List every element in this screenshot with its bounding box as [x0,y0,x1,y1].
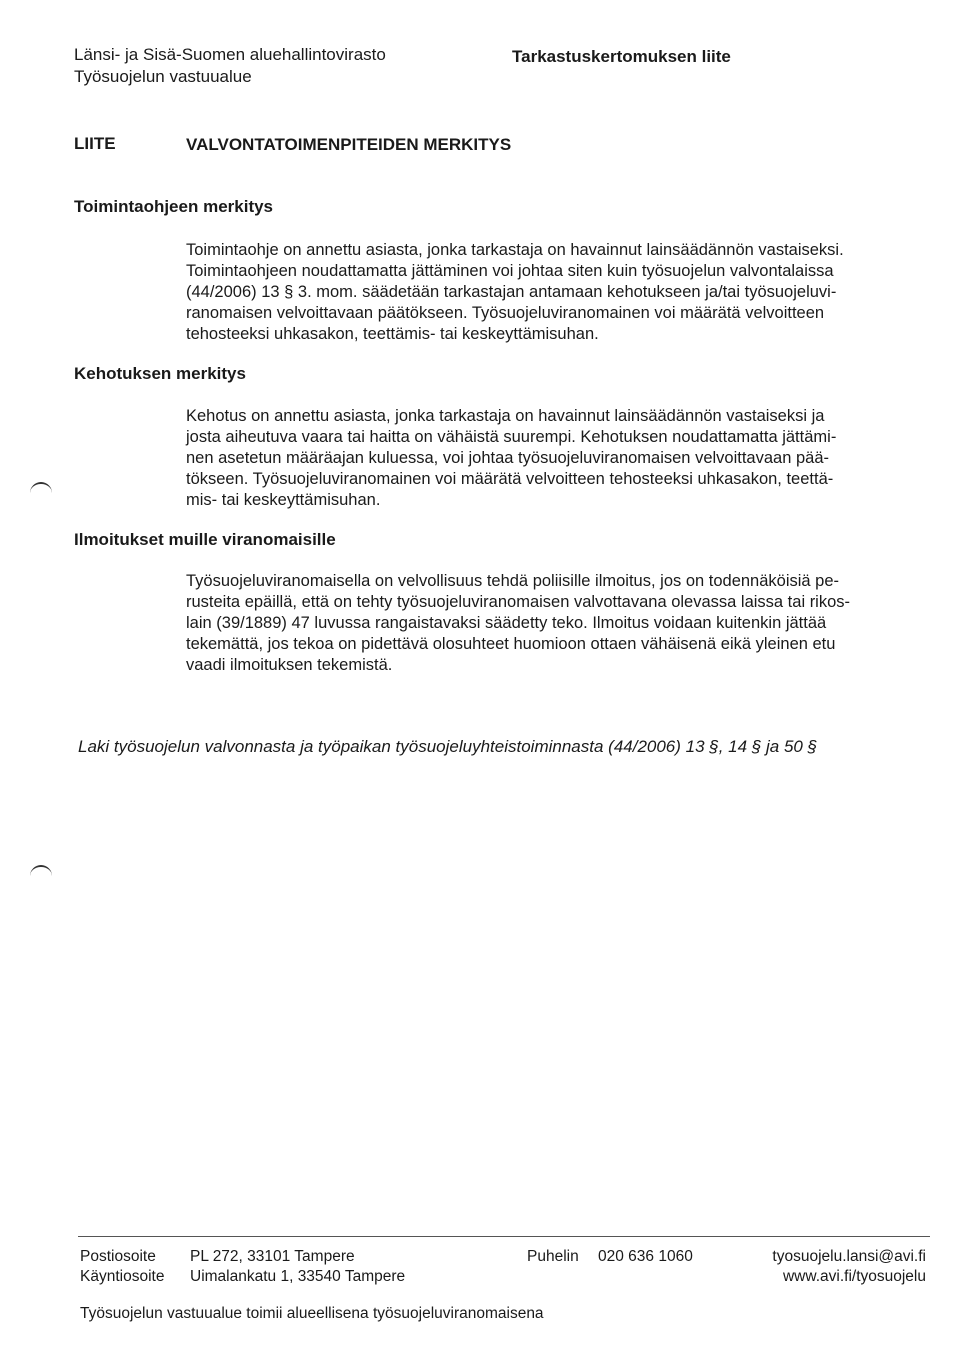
section-body-ilmoitukset: Työsuojeluviranomaisella on velvollisuus tehdä poliisille ilmoitus, jos on todennäköisiä pe- rusteita epäillä, että on tehty työsuojeluviranomaisen valvottavana olevassa laissa tai rikos- lain (39/1889) 47 luvussa rangaistavaksi säädetty teko. Ilmoitus voidaan kuitenkin jättää tekemättä, jos tekoa on pidettävä olosuhteet huomioon ottaen vähäisenä eikä yleinen etu vaadi ilmoituksen tekemistä. [186,572,851,674]
section-heading-toimintaohje: Toimintaohjeen merkitys [74,197,274,216]
section-body-kehotus: Kehotus on annettu asiasta, jonka tarkastaja on havainnut lainsäädännön vastaiseksi ja josta aiheutuva vaara tai haitta on vähäistä suurempi. Kehotuksen noudattamatta jättämi- nen asetetun määräajan kuluessa, voi johtaa työsuojeluviranomaisen velvoittavaan pää- tökseen. Työsuojeluviranomainen voi määrätä velvoitteen tehosteeksi uhkasakon, teettä- mis- tai keskeyttämisuhan. [186,407,837,509]
organization-header [74,44,386,88]
phone-label: Puhelin [527,1248,579,1265]
attachment-label: LIITE [74,134,116,153]
footer-note: Työsuojelun vastuualue toimii alueellisena työsuojeluviranomaisena [80,1305,544,1322]
section-body-toimintaohje: Toimintaohje on annettu asiasta, jonka tarkastaja on havainnut lainsäädännön vastaiseksi. Toimintaohjeen noudattamatta jättäminen voi johtaa siten kuin työsuojelun valvontalaissa (44/2006) 13 § 3. mom. säädetään tarkastajan antamaan kehotukseen ja/tai työsuojeluvi- ranomaisen velvoittavaan päätökseen. Työsuojeluviranomainen voi määrätä velvoitteen tehosteeksi uhkasakon, teettämis- tai keskeyttämisuhan. [186,241,844,343]
document-type: Tarkastuskertomuksen liite [512,47,731,66]
organization-name: Länsi- ja Sisä-Suomen aluehallintovirasto [74,45,386,64]
email-link[interactable]: tyosuojelu.lansi@avi.fi [772,1248,926,1265]
visit-address: Uimalankatu 1, 33540 Tampere [190,1268,406,1285]
postal-address: PL 272, 33101 Tampere [190,1248,355,1265]
page-title: VALVONTATOIMENPITEIDEN MERKITYS [186,135,512,154]
visit-label: Käyntiosoite [80,1268,165,1285]
postal-label: Postiosoite [80,1248,156,1265]
website-link[interactable]: www.avi.fi/tyosuojelu [782,1268,926,1285]
scan-mark [30,865,52,879]
phone-number: 020 636 1060 [598,1248,693,1265]
scan-mark [30,482,52,496]
section-heading-ilmoitukset: Ilmoitukset muille viranomaisille [74,530,336,549]
department-name: Työsuojelun vastuualue [74,67,252,86]
footer-divider [78,1236,930,1237]
section-heading-kehotus: Kehotuksen merkitys [74,364,246,383]
law-reference: Laki työsuojelun valvonnasta ja työpaikan työsuojeluyhteistoiminnasta (44/2006) 13 §, 14 § ja 50 § [78,737,818,756]
